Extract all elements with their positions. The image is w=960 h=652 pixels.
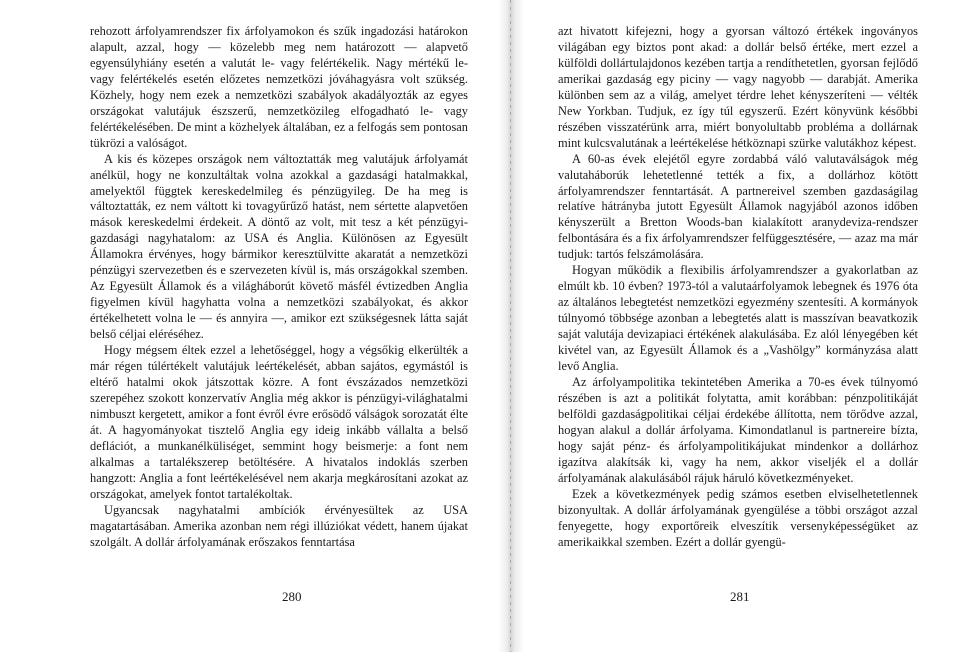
book-gutter xyxy=(498,0,524,652)
right-paragraph-1: azt hivatott kifejezni, hogy a gyorsan változó értékek ingoványos világában egy biztos pont akad: a dollár belső értéke, mert ezzel a külföldi dollártulajdonos kezében tartja a rendíthetetlen, gyorsan fejlődő amerikai gazdaság egy piciny — vagy nagyobb — darabját. Amerika különben sem az a világ, amelyet térdre lehet kényszeríteni — vélték New Yorkban. Tudjuk, ez így túl egyszerű. Ezért könyvünk későbbi részében visszatérünk arra, miért bonyolultabb probléma a dollárnak mint kulcsvalutának a leértékelése hétköznapi szürke valutákhoz képest. xyxy=(558,24,918,150)
left-page-text xyxy=(90,24,468,624)
left-paragraph-4: Ugyancsak nagyhatalmi ambíciók érvényesültek az USA magatartásában. Amerika azonban nem régi illúziókat védett, hanem újakat szolgált. A dollár árfolyamának erőszakos fenntartása xyxy=(90,502,468,549)
left-paragraph-3: Hogy mégsem éltek ezzel a lehetőséggel, hogy a végsőkig elkerülték a már régen túlértékelt valutájuk leértékelését, abban sajátos, egymástól is eltérő hatalmi okok játszottak közre. A font évszázados nemzetközi szerepéhez szokott konzervatív Anglia még akkor is pénzügyi-világhatalmi nimbuszt kergetett, amikor a font évről évre erősödő válságok sorozatát élte át. A hagyományokat tisztelő Anglia egy ideig inkább vállalta a belső deflációt, a munkanélküliséget, semmint hogy beismerje: a font nem alkalmas a tartalékszerep betöltésére. A hivatalos indoklás szerben hangzott: Anglia a font leértékelésével nem akarja megkárosítani azokat az országokat, amelyek fontot tartalékoltak. xyxy=(90,343,468,501)
right-paragraph-5: Ezek a következmények pedig számos esetben elviselhetetlennek bizonyultak. A dollár árfolyamának gyengülése a többi országot azzal fenyegette, hogy exportőreik elveszítik versenyképességüket az amerikaikkal szemben. Ezért a dollár gyengü- xyxy=(558,486,918,549)
left-page-number: 280 xyxy=(282,589,302,604)
right-paragraph-4: Az árfolyampolitika tekintetében Amerika a 70-es évek túlnyomó részében is azt a politikát folytatta, amit korábban: pénzpolitikáját belföldi gazdaságpolitikai céljai érdekébe állította, nem törődve azzal, hogyan alakul a dollár árfolyama. Kimondatlanul is partnereire bízta, hogy saját pénz- és árfolyampolitikájukat mindenkor a dollárhoz igazítva alakítsák ki, vagy ha nem, akkor viseljék el a dollár árfolyamának alakulásából rájuk háruló következményeket. xyxy=(558,374,918,485)
left-paragraph-1: rehozott árfolyamrendszer fix árfolyamokon és szűk ingadozási határokon alapult, azzal, hogy — közelebb meg nem határozott — alapvető egyensúlyhiány esetén a valutát le- vagy felértékelik. Nagy mértékű le- vagy felértékelés esetén előzetes nemzetközi jóváhagyásra volt szükség. Közhely, hogy nem ezek a nemzetközi szabályok akadályozták az egyes országokat valutájuk észszerű, nemzetközileg elfogadható le- vagy felértékelésében. De mint a közhelyek általában, ez a felfogás sem pontosan tükrözi a valóságot. xyxy=(90,24,468,150)
right-paragraph-2: A 60-as évek elejétől egyre zordabbá váló valutaválságok még valutaháborúk lehetetlenné tették a fix, a dollárhoz kötött árfolyamrendszer fenntartását. A partnereivel szemben gazdaságilag relatíve hátrányba jutott Egyesült Államok nagyjából azonos időben kényszerült a Bretton Woods-ban kialakított aranydeviza-rendszer felbontására és a fix árfolyamrendszer felfüggesztésére, — azaz ma már tudjuk: tartós felszámolására. xyxy=(558,151,918,262)
right-paragraph-3: Hogyan működik a flexibilis árfolyamrendszer a gyakorlatban az elmúlt kb. 10 évben? 1973-tól a valutaárfolyamok lebegnek és 1976 óta az általános lebegtetést nemzetközi egyezmény szentesíti. A kormányok túlnyomó többsége azonban a lebegtetés alatt is masszívan beavatkozik saját valutája devizapiaci értékének alakulásába. Ez alól lényegében két kivétel van, az Egyesült Államok és a „Vashölgy” kormányzása alatt levő Anglia. xyxy=(558,263,918,374)
right-page-text xyxy=(558,24,918,624)
left-paragraph-2: A kis és közepes országok nem változtatták meg valutájuk árfolyamát anélkül, hogy ne konzultáltak volna azokkal a gazdasági hatalmakkal, amelyektől függtek kereskedelmileg és pénzügyileg. De ha meg is változtatták, ez nem váltott ki tovagyűrűző hatást, nem sértette alapvetően mások kereskedelmi érdekeit. A döntő az volt, mit tesz a két pénzügyi-gazdasági nagyhatalom: az USA és Anglia. Különösen az Egyesült Államokra érvényes, hogy bármikor keresztülvitte akaratát a nemzetközi pénzügyi szervezetben és e szervezeten kívül is, más országokkal szemben. Az Egyesült Államok és a világháborút követő másfél évtizedben Anglia figyelmen kívül hagyhatta volna a nemzetközi szabályokat, és akkor értékelhetett volna le — és annyira —, amikor ezt szükségesnek látta saját belső céljai eléréséhez. xyxy=(90,151,468,342)
right-page-number: 281 xyxy=(730,589,750,604)
